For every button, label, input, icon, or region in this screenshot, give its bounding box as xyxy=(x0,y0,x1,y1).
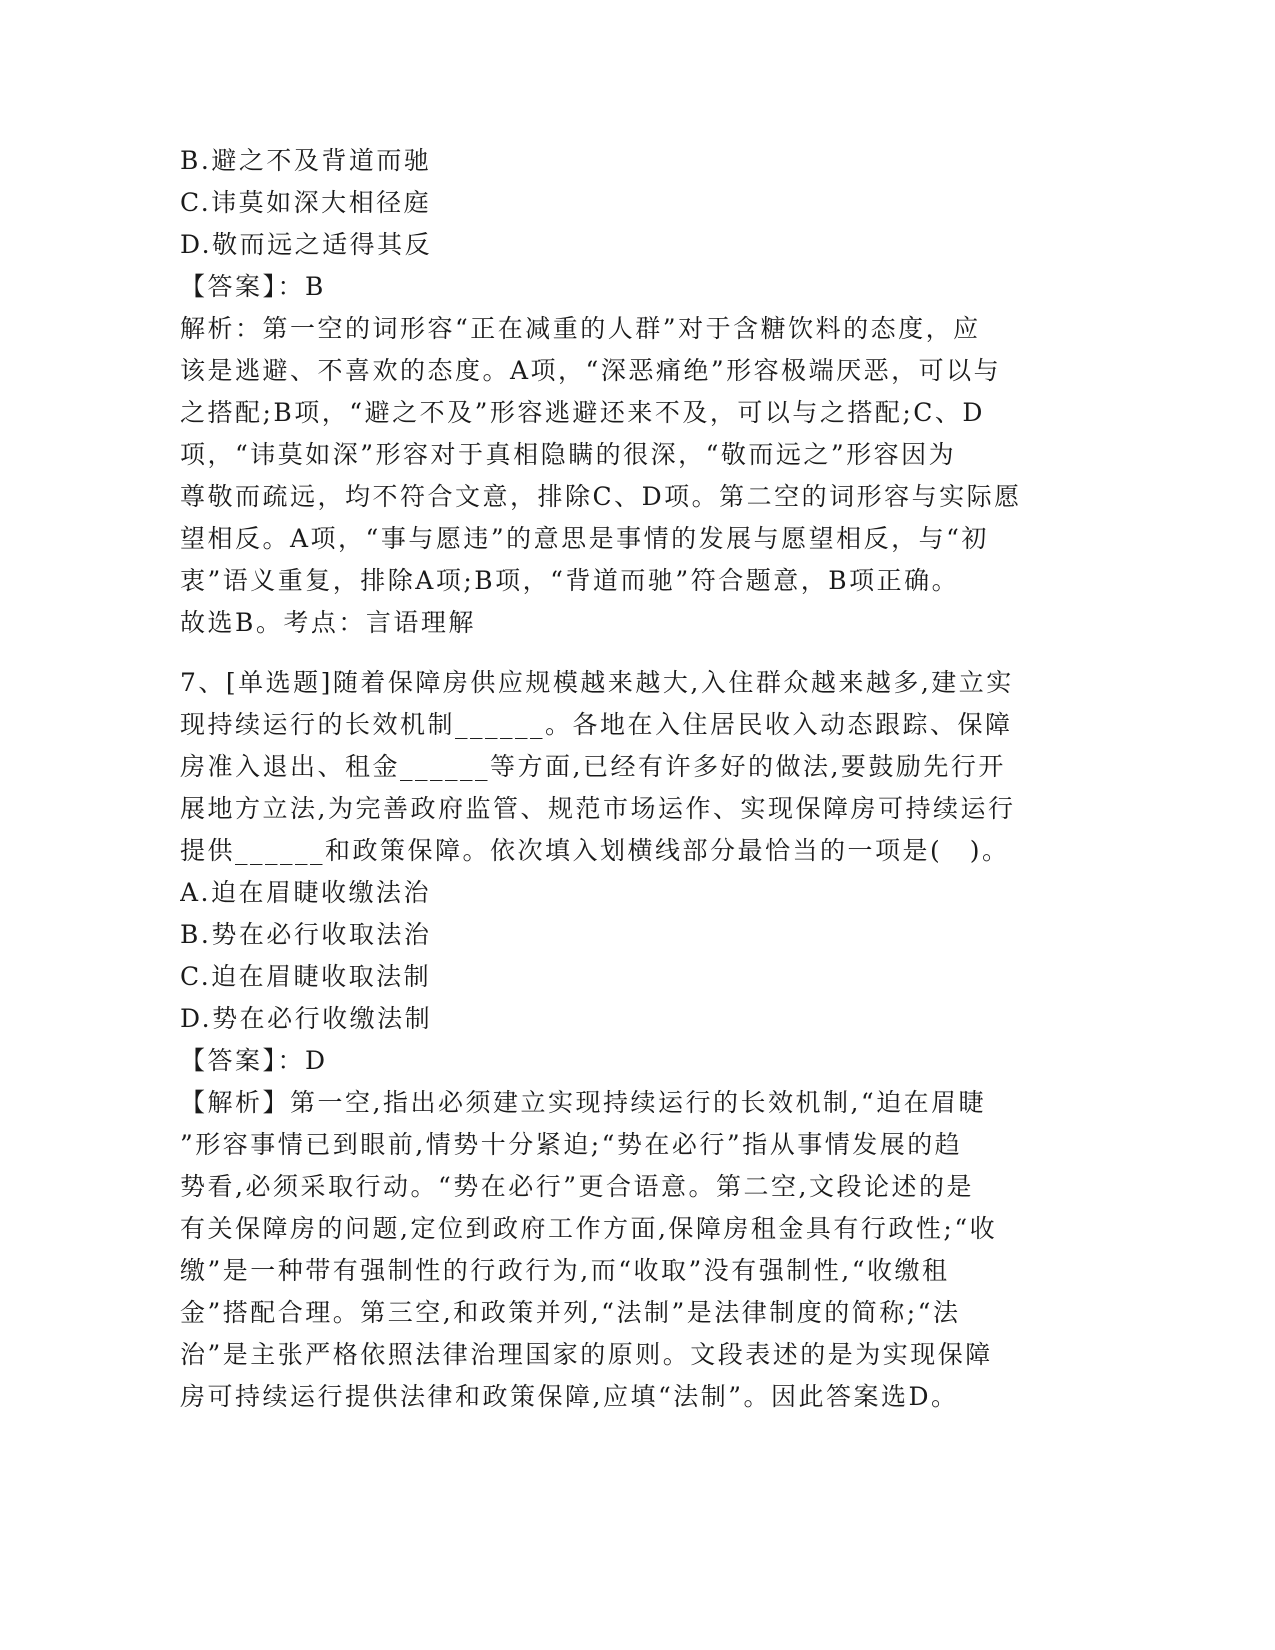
stem-line: 提供______和政策保障。依次填入划横线部分最恰当的一项是( )。 xyxy=(180,836,1010,865)
analysis-block xyxy=(180,1082,1040,1418)
analysis-line: 有关保障房的问题,定位到政府工作方面,保障房租金具有行政性;“收 xyxy=(180,1214,998,1243)
analysis-line: 金”搭配合理。第三空,和政策并列,“法制”是法律制度的简称;“法 xyxy=(180,1298,961,1327)
option-b: B.势在必行收取法治 xyxy=(180,920,432,949)
analysis-line: ”形容事情已到眼前,情势十分紧迫;“势在必行”指从事情发展的趋 xyxy=(180,1130,963,1159)
option-b: B.避之不及背道而驰 xyxy=(180,146,432,175)
option-d: D.势在必行收缴法制 xyxy=(180,1004,433,1033)
analysis-line: 该是逃避、不喜欢的态度。A项，“深恶痛绝”形容极端厌恶，可以与 xyxy=(180,356,1002,385)
option-a: A.迫在眉睫收缴法治 xyxy=(180,878,432,907)
stem-line: 展地方立法,为完善政府监管、规范市场运作、实现保障房可持续运行 xyxy=(180,794,1016,823)
question-spacer xyxy=(180,644,1040,662)
question-stem xyxy=(180,662,1040,872)
document-page xyxy=(180,140,1040,1418)
analysis-line: 尊敬而疏远，均不符合文意，排除C、D项。第二空的词形容与实际愿 xyxy=(180,482,1022,511)
question-6-tail xyxy=(180,140,1040,644)
option-c: C.讳莫如深大相径庭 xyxy=(180,188,432,217)
stem-line: 现持续运行的长效机制______。各地在入住居民收入动态跟踪、保障 xyxy=(180,710,1013,739)
analysis-line: 解析：第一空的词形容“正在减重的人群”对于含糖饮料的态度，应 xyxy=(180,314,981,343)
option-d: D.敬而远之适得其反 xyxy=(180,230,433,259)
analysis-line: 缴”是一种带有强制性的行政行为,而“收取”没有强制性,“收缴租 xyxy=(180,1256,950,1285)
analysis-block xyxy=(180,308,1040,644)
analysis-line: 房可持续运行提供法律和政策保障,应填“法制”。因此答案选D。 xyxy=(180,1382,959,1411)
answer-line: 【答案】：B xyxy=(180,272,326,301)
analysis-line: 势看,必须采取行动。“势在必行”更合语意。第二空,文段论述的是 xyxy=(180,1172,974,1201)
analysis-line: 衷”语义重复，排除A项;B项，“背道而驰”符合题意，B项正确。 xyxy=(180,566,960,595)
analysis-line: 之搭配;B项，“避之不及”形容逃避还来不及，可以与之搭配;C、D xyxy=(180,398,985,427)
analysis-line: 项，“讳莫如深”形容对于真相隐瞒的很深，“敬而远之”形容因为 xyxy=(180,440,957,469)
answer-line: 【答案】：D xyxy=(180,1046,328,1075)
analysis-line: 望相反。A项，“事与愿违”的意思是事情的发展与愿望相反，与“初 xyxy=(180,524,989,553)
analysis-line: 故选B。考点：言语理解 xyxy=(180,608,476,637)
analysis-line: 【解析】第一空,指出必须建立实现持续运行的长效机制,“迫在眉睫 xyxy=(180,1088,987,1117)
stem-line: 7、[单选题]随着保障房供应规模越来越大,入住群众越来越多,建立实 xyxy=(180,668,1014,697)
stem-line: 房准入退出、租金______等方面,已经有许多好的做法,要鼓励先行开 xyxy=(180,752,1006,781)
option-c: C.迫在眉睫收取法制 xyxy=(180,962,432,991)
analysis-line: 治”是主张严格依照法律治理国家的原则。文段表述的是为实现保障 xyxy=(180,1340,993,1369)
question-7 xyxy=(180,662,1040,1418)
